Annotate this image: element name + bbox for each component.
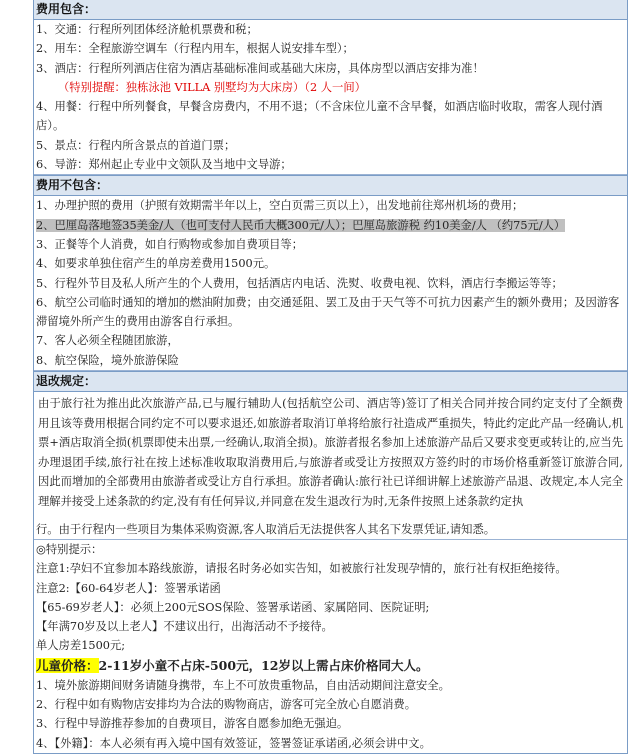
excluded-item-passport: 1、办理护照的费用（护照有效期需半年以上，空白页需三页以上），出发地前往郑州机场的费用； xyxy=(36,199,524,213)
included-item-sights: 5、景点：行程内所含景点的首道门票； xyxy=(36,138,236,152)
excluded-item-insurance: 8、航空保险，境外旅游保险 xyxy=(36,353,179,367)
refund-section xyxy=(34,392,627,540)
footer-item-optional: 3、行程中导游推荐参加的自费项目，游客自愿参加绝无强迫。 xyxy=(36,717,349,731)
excluded-section xyxy=(34,196,627,371)
refund-paragraph: 由于旅行社为推出此次旅游产品,已与履行辅助人(包括航空公司、酒店等)签订了相关合同并按合同约定支付了全额费用且该等费用根据合同约定不可以要求退还,如旅游者取消订单将给旅行社造成严重损失，特此约定此产品一经确认,机票+酒店取消全损(机票即使未出票,一经确认,取消全损)。旅游者报名参加上述旅游产品后又要求变更或转让的,应当先办理退团手续,旅行社在按上述标准收取取消费用后,与旅游者或受让方按照双方签约时的市场价格重新签订旅游合同,因此而增加的全部费用由旅游者或受让方自行承担。旅游者确认:旅行社已详细讲解上述旅游产品退、改规定,本人完全理解并接受上述条款的约定,没有有任何异议,并同意在发生退改行为时,无条件按照上述条款约定执 xyxy=(38,397,623,509)
child-price-text: 2-11岁小童不占床-500元，12岁以上需占床价格同大人。 xyxy=(98,657,429,673)
tips-senior-70: 【年满70岁及以上老人】不建议出行，出海活动不予接待。 xyxy=(36,620,333,634)
tips-section xyxy=(34,540,627,754)
refund-header: 退改规定： xyxy=(34,371,627,392)
footer-item-shopping: 2、行程中如有购物店安排均为合法的购物商店，游客可完全放心自愿消费。 xyxy=(36,697,416,711)
tips-single-room: 单人房差1500元; xyxy=(36,639,126,653)
tips-senior-65: 【65-69岁老人】：必须上200元SOS保险、签署承诺函、家属陪同、医院证明; xyxy=(36,600,430,614)
excluded-item-single-room: 4、如要求单独住宿产生的单房差费用1500元。 xyxy=(36,257,276,271)
excluded-item-visa: 2、巴厘岛落地签35美金/人（也可支付人民币大概300元/人）；巴厘岛旅游税 约10美金/人 （约75元/人） xyxy=(36,218,566,232)
refund-notice: 行。由于行程内一些项目为集体采购资源,客人取消后无法提供客人其名下发票凭证,请知悉。 xyxy=(36,522,496,536)
tips-senior-60: 注意2:【60-64岁老人】：签署承诺函 xyxy=(36,581,221,595)
excluded-header: 费用不包含： xyxy=(34,175,627,196)
tips-title: ◎特别提示： xyxy=(36,542,103,556)
tour-fee-sheet xyxy=(33,0,628,754)
included-item-hotel: 3、酒店：行程所列酒店住宿为酒店基础标准间或基础大床房，具体房型以酒店安排为准！ xyxy=(36,61,484,75)
child-price xyxy=(36,656,625,676)
excluded-item-follow-group: 7、客人必须全程随团旅游， xyxy=(36,334,179,348)
footer-item-valuables: 1、境外旅游期间财务请随身携带，车上不可放贵重物品，自由活动期间注意安全。 xyxy=(36,678,450,692)
included-header: 费用包含： xyxy=(34,0,627,20)
villa-special-note: （特别提醒：独栋泳池 VILLA 别墅均为大床房）（2 人一间） xyxy=(58,80,366,94)
excluded-item-fuel: 6、航空公司临时通知的增加的燃油附加费；由交通延阻、罢工及由于天气等不可抗力因素产生的额外费用；及因游客滞留境外所产生的费用由游客自行承担。 xyxy=(36,295,620,329)
included-item-meals: 4、用餐：行程中所列餐食，早餐含房费内，不用不退；（不含床位儿童不含早餐，如酒店临时收取，需客人现付酒店）。 xyxy=(36,100,603,133)
tips-pregnant: 注意1:孕妇不宜参加本路线旅游，请报名时务必如实告知，如被旅行社发现孕情的，旅行社有权拒绝接待。 xyxy=(36,562,567,576)
included-section xyxy=(34,20,627,175)
child-price-label: 儿童价格： xyxy=(36,657,99,673)
excluded-item-personal: 3、正餐等个人消费，如自行购物或参加自费项目等； xyxy=(36,237,304,251)
included-item-guide: 6、导游：郑州起止专业中文领队及当地中文导游； xyxy=(36,158,292,172)
excluded-item-extras: 5、行程外节目及私人所产生的个人费用，包括酒店内电话、洗熨、收费电视、饮料，酒店行李搬运等等； xyxy=(36,276,563,290)
included-item-vehicle: 2、用车：全程旅游空调车（行程内用车，根据人说安排车型）； xyxy=(36,42,354,56)
included-item-transport: 1、交通：行程所列团体经济舱机票费和税； xyxy=(36,23,258,36)
footer-item-foreigners: 4、【外籍】：本人必须有再入境中国有效签证，签署签证承诺函,必须会讲中文。 xyxy=(36,736,431,750)
